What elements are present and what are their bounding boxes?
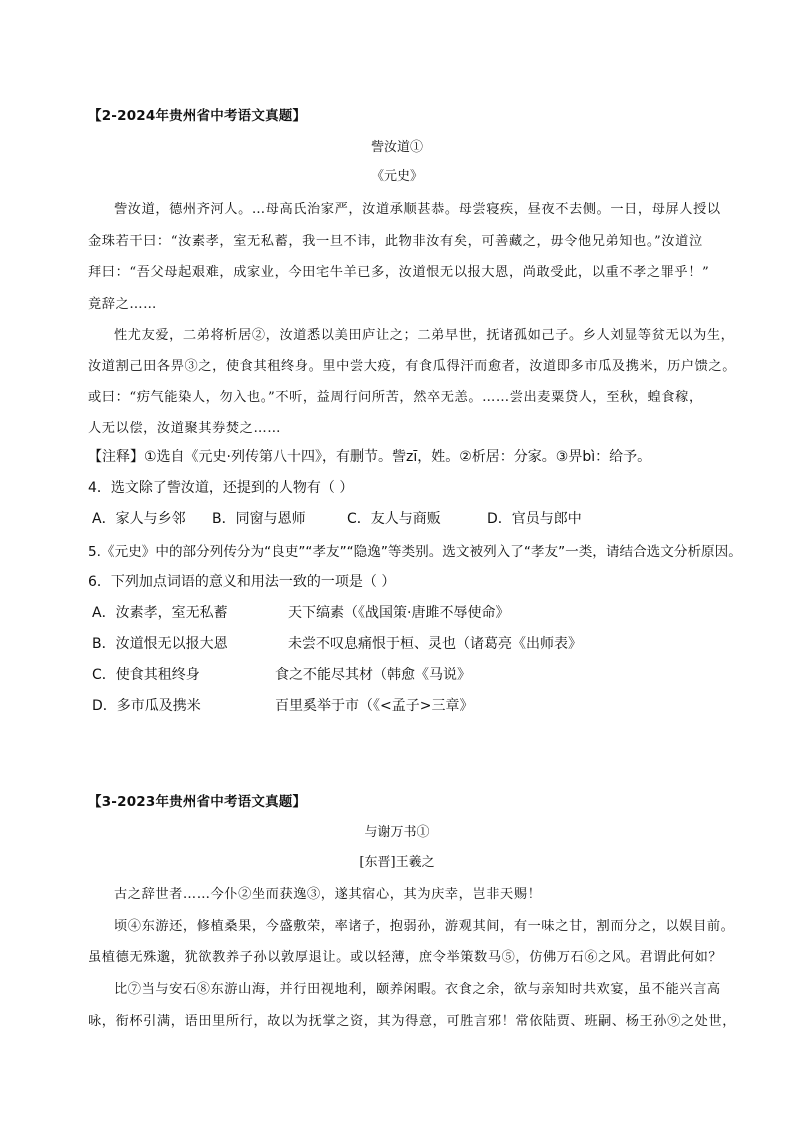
passage-line: 人无以偿，汝道聚其券焚之…… (88, 421, 282, 436)
passage-line: 咏，衔杯引满，语田里所行，故以为抚掌之资，其为得意，可胜言邪！常依陆贾、班嗣、杨王孙⑨之处世， (88, 1014, 737, 1029)
question-4-option-c: C．友人与商贩 (347, 511, 441, 527)
question-6-option-c-right: 食之不能尽其材（韩愈《马说》 (275, 667, 471, 683)
passage-line: 虽植德无殊邈，犹欲教养子孙以敦厚退让。或以轻薄，庶令举策数马⑤，仿佛万石⑥之风。君谓此何如？ (88, 950, 723, 965)
annotation-notes: 【注释】①选自《元史·列传第八十四》，有删节。訾zī，姓。②析居：分家。③畀bì：给予。 (88, 449, 652, 465)
section-header: 【3-2023年贵州省中考语文真题】 (88, 794, 307, 810)
passage-line: 汝道割己田各畀③之，使食其租终身。里中尝大疫，有食瓜得汗而愈者，汝道即多市瓜及携米，历户馈之。 (88, 359, 737, 374)
question-6-option-d-right: 百里奚举于市（《<孟子>三章》 (275, 698, 474, 714)
question-6-option-a-right: 天下缟素（《战国策·唐雎不辱使命》 (288, 605, 510, 621)
passage-line: 拜曰：“吾父母起艰难，成家业，今田宅牛羊已多，汝道恨无以报大恩，尚敢受此，以重不孝之罪乎！” (88, 265, 710, 280)
question-4-option-d: D．官员与郎中 (487, 511, 582, 527)
passage-source: [东晋]王羲之 (359, 855, 435, 870)
passage-line: 訾汝道，德州齐河人。…母高氏治家严，汝道承顺甚恭。母尝寝疾，昼夜不去侧。一日，母屏人授以 (114, 202, 721, 217)
passage-line: 竟辞之…… (88, 297, 157, 312)
question-6-option-b-right: 未尝不叹息痛恨于桓、灵也（诸葛亮《出师表》 (288, 636, 582, 652)
question-4-option-a: A．家人与乡邻 (92, 511, 186, 527)
question-6-stem: 6．下列加点词语的意义和用法一致的一项是（ ） (88, 574, 396, 590)
passage-title: 訾汝道① (370, 140, 423, 155)
passage-source: 《元史》 (370, 169, 423, 184)
question-6-option-b-left: B．汝道恨无以报大恩 (92, 636, 228, 652)
passage-line: 古之辞世者……今仆②坐而获逸③，遂其宿心，其为庆幸，岂非天赐！ (114, 887, 542, 902)
question-5: 5.《元史》中的部分列传分为“良吏”“孝友”“隐逸”等类别。选文被列入了“孝友”一类，请结合选文分析原因。 (88, 544, 742, 560)
passage-line: 金珠若干曰：“汝素孝，室无私蓄，我一旦不讳，此物非汝有矣，可善藏之，毋令他兄弟知也。”汝道泣 (88, 234, 703, 249)
question-6-option-d-left: D．多市瓜及携米 (92, 698, 201, 714)
question-6-option-c-left: C．使食其租终身 (92, 667, 200, 683)
passage-title: 与谢万书① (364, 825, 430, 840)
passage-line: 顷④东游还，修植桑果，今盛敷荣，率诸子，抱弱孙，游观其间，有一味之甘，割而分之，以娱目前。 (114, 919, 735, 934)
question-4-stem: 4．选文除了訾汝道，还提到的人物有（ ） (88, 480, 354, 496)
passage-line: 比⑦当与安石⑧东游山海，并行田视地利，颐养闲暇。衣食之余，欲与亲知时共欢宴，虽不能兴言高 (114, 982, 721, 997)
passage-line: 或曰：“疠气能染人，勿入也。”不听，益周行问所苦，然卒无恙。……尝出麦粟贷人，至秋，蝗食稼， (88, 390, 703, 405)
question-6-option-a-left: A．汝素孝，室无私蓄 (92, 605, 228, 621)
passage-line: 性尤友爱，二弟将析居②，汝道悉以美田庐让之；二弟早世，抚诸孤如己子。乡人刘显等贫无以为生， (114, 328, 735, 343)
section-header: 【2-2024年贵州省中考语文真题】 (88, 108, 307, 124)
question-4-option-b: B．同窗与恩师 (212, 511, 306, 527)
